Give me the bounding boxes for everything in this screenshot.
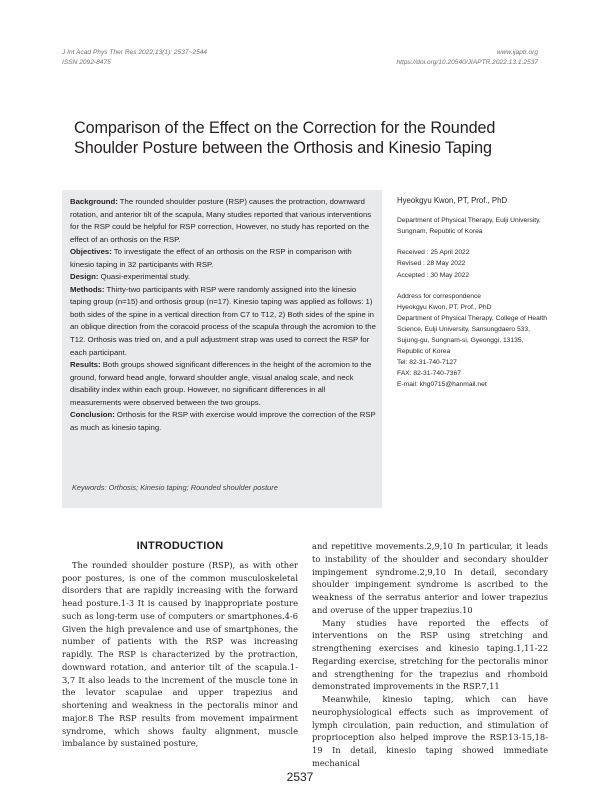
methods-label: Methods: xyxy=(70,284,105,294)
issn: ISSN 2092-8475 xyxy=(62,59,111,66)
intro-paragraph-2: Many studies have reported the effects of interventions on the RSP using stretching and strengthening exercises and kinesio taping.1,11-22 Regarding exercise, stretching for the pectoralis minor and strengthening for the trapezius and rhomboid demonstrated improvements in the RSP.7,11 xyxy=(312,617,548,692)
correspondence-address: Department of Physical Therapy, College of Health Science, Eulji University, Sansungdaero 533, Sujung-gu, Sungnam-si, Gyeonggi, 13135, Republic of Korea xyxy=(397,315,547,356)
design-text: Quasi-experimental study. xyxy=(98,272,191,282)
paper-title: Comparison of the Effect on the Correction for the Rounded Shoulder Posture between the Orthosis and Kinesio Taping xyxy=(74,119,496,157)
keywords-label: Keywords: xyxy=(72,483,107,492)
journal-citation: J Int Acad Phys Ther Res 2022;13(1): 2537~2544 xyxy=(62,49,208,56)
correspondence-heading: Address for correspondence xyxy=(397,293,482,301)
dates xyxy=(397,247,547,281)
abstract-background xyxy=(70,196,376,246)
abstract-design xyxy=(70,271,376,284)
intro-paragraph-3: Meanwhile, kinesio taping, which can have neurophysiological effects such as improvement of lymph circulation, pain reduction, and stimulation of proprioception also helped improve the RSP.13-15,18-19 In detail, kinesio taping showed immediate mechanical xyxy=(312,694,548,768)
correspondence-name: Hyeokgyu Kwon, PT, Prof., PhD xyxy=(397,304,492,312)
revised-date: Revised : 28 May 2022 xyxy=(397,260,466,268)
background-text: The rounded shoulder posture (RSP) causes the protraction, downward rotation, and anterior tilt of the scapula, Many studies reported that various interventions for the RSP could be helpful for RSP correction, However, no study has reported on the effect of an orthosis on the RSP. xyxy=(70,197,372,244)
accepted-date: Accepted : 30 May 2022 xyxy=(397,271,470,279)
journal-header-right xyxy=(397,48,539,68)
design-label: Design: xyxy=(70,272,99,282)
received-date: Received : 25 April 2022 xyxy=(397,249,470,256)
telephone: Tel: 82-31-740-7127 xyxy=(397,359,457,367)
background-label: Background: xyxy=(70,197,118,206)
fax: FAX: 82-31-740-7367 xyxy=(397,370,461,378)
introduction-heading: INTRODUCTION xyxy=(136,540,224,552)
page-number: 2537 xyxy=(286,770,314,784)
keywords xyxy=(72,483,278,492)
email[interactable]: E-mail: khg0715@hanmail.net xyxy=(397,381,487,389)
journal-header-left xyxy=(62,48,207,68)
conclusion-text: Orthosis for the RSP with exercise would improve the correction of the RSP as much as kinesio taping. xyxy=(70,410,376,432)
abstract-methods xyxy=(70,284,376,359)
results-label: Results: xyxy=(70,360,101,370)
website-link[interactable]: www.ijaptr.org xyxy=(496,49,538,56)
intro-paragraph-1: The rounded shoulder posture (RSP), as with other poor postures, is one of the common musculoskeletal disorders that are rapidly increasing with the forward head posture.1-3 It is caused by inappropriate posture such as long-term use of computers or smartphones.4-6 Given the high prevalence and use of smartphones, the number of patients with the RSP was increasing rapidly. The RSP is characterized by the protraction, downward rotation, and anterior tilt of the scapula.1-3,7 It also leads to the increment of the muscle tone in the levator scapulae and upper trapezius and shortening and weakness in the pectoralis minor and major.8 The RSP results from movement impairment syndrome, which shows faulty alignment, muscle imbalance by sustained posture, xyxy=(62,559,298,749)
abstract-objectives xyxy=(70,246,376,271)
objectives-text: To investigate the effect of an orthosis on the RSP in comparison with kinesio taping in 32 participants with RSP. xyxy=(70,247,352,269)
methods-text: Thirty-two participants with RSP were randomly assigned into the kinesio taping group (n=15) and orthosis group (n=17). Kinesio taping was applied as follows: 1) both sides of the spine in a vertical direction from C7 to T12, 2) Both sides of the spine in an oblique direction from the coracoid process of the scapula through the acromion to the T12. Orthosis was tried on, and a pull adjustment strap was used to correct the RSP for each participant. xyxy=(70,284,376,357)
body-column-left xyxy=(62,540,298,750)
intro-paragraph-1-cont: and repetitive movements.2,9,10 In particular, it leads to instability of the shoulder and secondary shoulder impingement syndrome.2,9,10 In detail, secondary shoulder impingement syndrome is ascribed to the weakness of the serratus anterior and lower trapezius and overuse of the upper trapezius.10 xyxy=(312,541,548,615)
author-affiliation: Department of Physical Therapy, Eulji University, Sungnam, Republic of Korea xyxy=(397,217,541,235)
conclusion-label: Conclusion: xyxy=(70,410,115,420)
doi-link[interactable]: https://doi.org/10.20540/JIAPTR.2022.13.1.2537 xyxy=(396,59,538,66)
author-info xyxy=(397,195,547,390)
abstract-conclusion xyxy=(70,409,376,434)
author-name: Hyeokgyu Kwon, PT, Prof., PhD xyxy=(397,196,508,205)
abstract-results xyxy=(70,359,376,409)
objectives-label: Objectives: xyxy=(70,247,112,257)
keywords-text: Orthosis; Kinesio taping; Rounded shoulder posture xyxy=(108,483,278,492)
body-column-right xyxy=(312,540,548,770)
results-text: Both groups showed significant differences in the height of the acromion to the ground, forward head angle, forward shoulder angle, visual analog scale, and neck disability index within each group. However, no significant differences in all measurements were observed between the two groups. xyxy=(70,360,372,407)
abstract-box xyxy=(62,190,382,508)
